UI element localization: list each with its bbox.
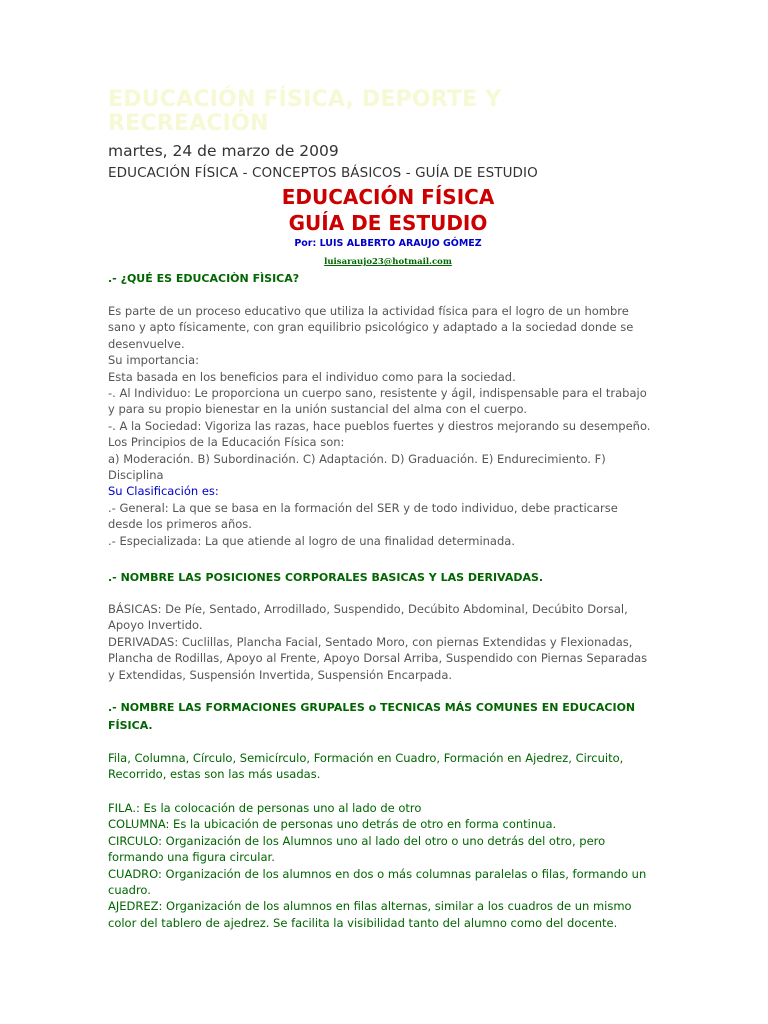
section-heading-educacion-fisica: .- ¿QUÉ ES EDUCACIÒN FÌSICA? xyxy=(108,272,300,285)
formacion-ajedrez: AJEDREZ: Organización de los alumnos en filas alternas, similar a los cuadros de un mismo color del tablero de ajedrez. Se facilita la visibilidad tanto del alumno como del docente. xyxy=(108,899,632,930)
formacion-columna: COLUMNA: Es la ubicación de personas uno detrás de otro en forma continua. xyxy=(108,817,557,832)
importance-label: Su importancia: xyxy=(108,353,199,368)
section-body-educacion-fisica xyxy=(108,303,656,549)
posiciones-derivadas: DERIVADAS: Cuclillas, Plancha Facial, Sentado Moro, con piernas Extendidas y Flexionadas, Plancha de Rodillas, Apoyo al Frente, Apoyo Dorsal Arriba, Suspendido con Piernas Separadas y Extendidas, Suspensión Invertida, Suspensión Encarpada. xyxy=(108,634,648,682)
author-line: Por: LUIS ALBERTO ARAUJO GÓMEZ xyxy=(294,238,482,249)
section-heading-formaciones: .- NOMBRE LAS FORMACIONES GRUPALES o TECNICAS MÁS COMUNES EN EDUCACION FÍSICA. xyxy=(108,701,636,732)
section-heading-posiciones: .- NOMBRE LAS POSICIONES CORPORALES BASICAS Y LAS DERIVADAS. xyxy=(108,571,544,584)
section-body-posiciones xyxy=(108,601,656,683)
formaciones-list: Fila, Columna, Círculo, Semicírculo, Formación en Cuadro, Formación en Ajedrez, Circuito, Recorrido, estas son las más usadas. xyxy=(108,751,624,782)
post-date: martes, 24 de marzo de 2009 xyxy=(108,142,339,160)
document-subtitle: GUÍA DE ESTUDIO xyxy=(288,211,488,235)
principles-list: a) Moderación. B) Subordinación. C) Adaptación. D) Graduación. E) Endurecimiento. F) Disciplina xyxy=(108,451,606,483)
classification-general: .- General: La que se basa en la formación del SER y de todo individuo, debe practicarse desde los primeros años. xyxy=(108,500,618,532)
blog-title[interactable]: EDUCACIÓN FÍSICA, DEPORTE Y RECREACIÓN xyxy=(108,87,502,136)
posiciones-basicas: BÁSICAS: De Píe, Sentado, Arrodillado, Suspendido, Decúbito Abdominal, Decúbito Dorsal, Apoyo Invertido. xyxy=(108,602,628,633)
classification-especializada: .- Especializada: La que atiende al logro de una finalidad determinada. xyxy=(108,533,515,548)
sociedad-text: -. A la Sociedad: Vigoriza las razas, hace pueblos fuertes y diestros mejorando su desempeño. xyxy=(108,418,651,433)
section-body-formaciones xyxy=(108,800,656,931)
principles-label: Los Principios de la Educación Física son: xyxy=(108,435,345,450)
classification-label: Su Clasificación es: xyxy=(108,484,219,499)
importance-text: Esta basada en los beneficios para el individuo como para la sociedad. xyxy=(108,369,516,384)
formacion-cuadro: CUADRO: Organización de los alumnos en dos o más columnas paralelas o filas, formando un cuadro. xyxy=(108,866,647,898)
individuo-text: -. Al Individuo: Le proporciona un cuerpo sano, resistente y ágil, indispensable para el trabajo y para su propio bienestar en la unión sustancial del alma con el cuerpo. xyxy=(108,386,647,417)
email-link[interactable]: luisaraujo23@hotmail.com xyxy=(324,257,452,267)
formacion-circulo: CIRCULO: Organización de los Alumnos uno al lado del otro o uno detrás del otro, pero formando una figura circular. xyxy=(108,833,606,865)
formacion-fila: FILA.: Es la colocación de personas uno al lado de otro xyxy=(108,801,422,815)
document-title: EDUCACIÓN FÍSICA xyxy=(281,185,495,209)
post-title[interactable]: EDUCACIÓN FÍSICA - CONCEPTOS BÁSICOS - GUÍA DE ESTUDIO xyxy=(108,165,538,181)
definition-paragraph: Es parte de un proceso educativo que utiliza la actividad física para el logro de un hombre sano y apto físicamente, con gran equilibrio psicológico y adaptado a la sociedad donde se desenvuelve. xyxy=(108,304,634,351)
